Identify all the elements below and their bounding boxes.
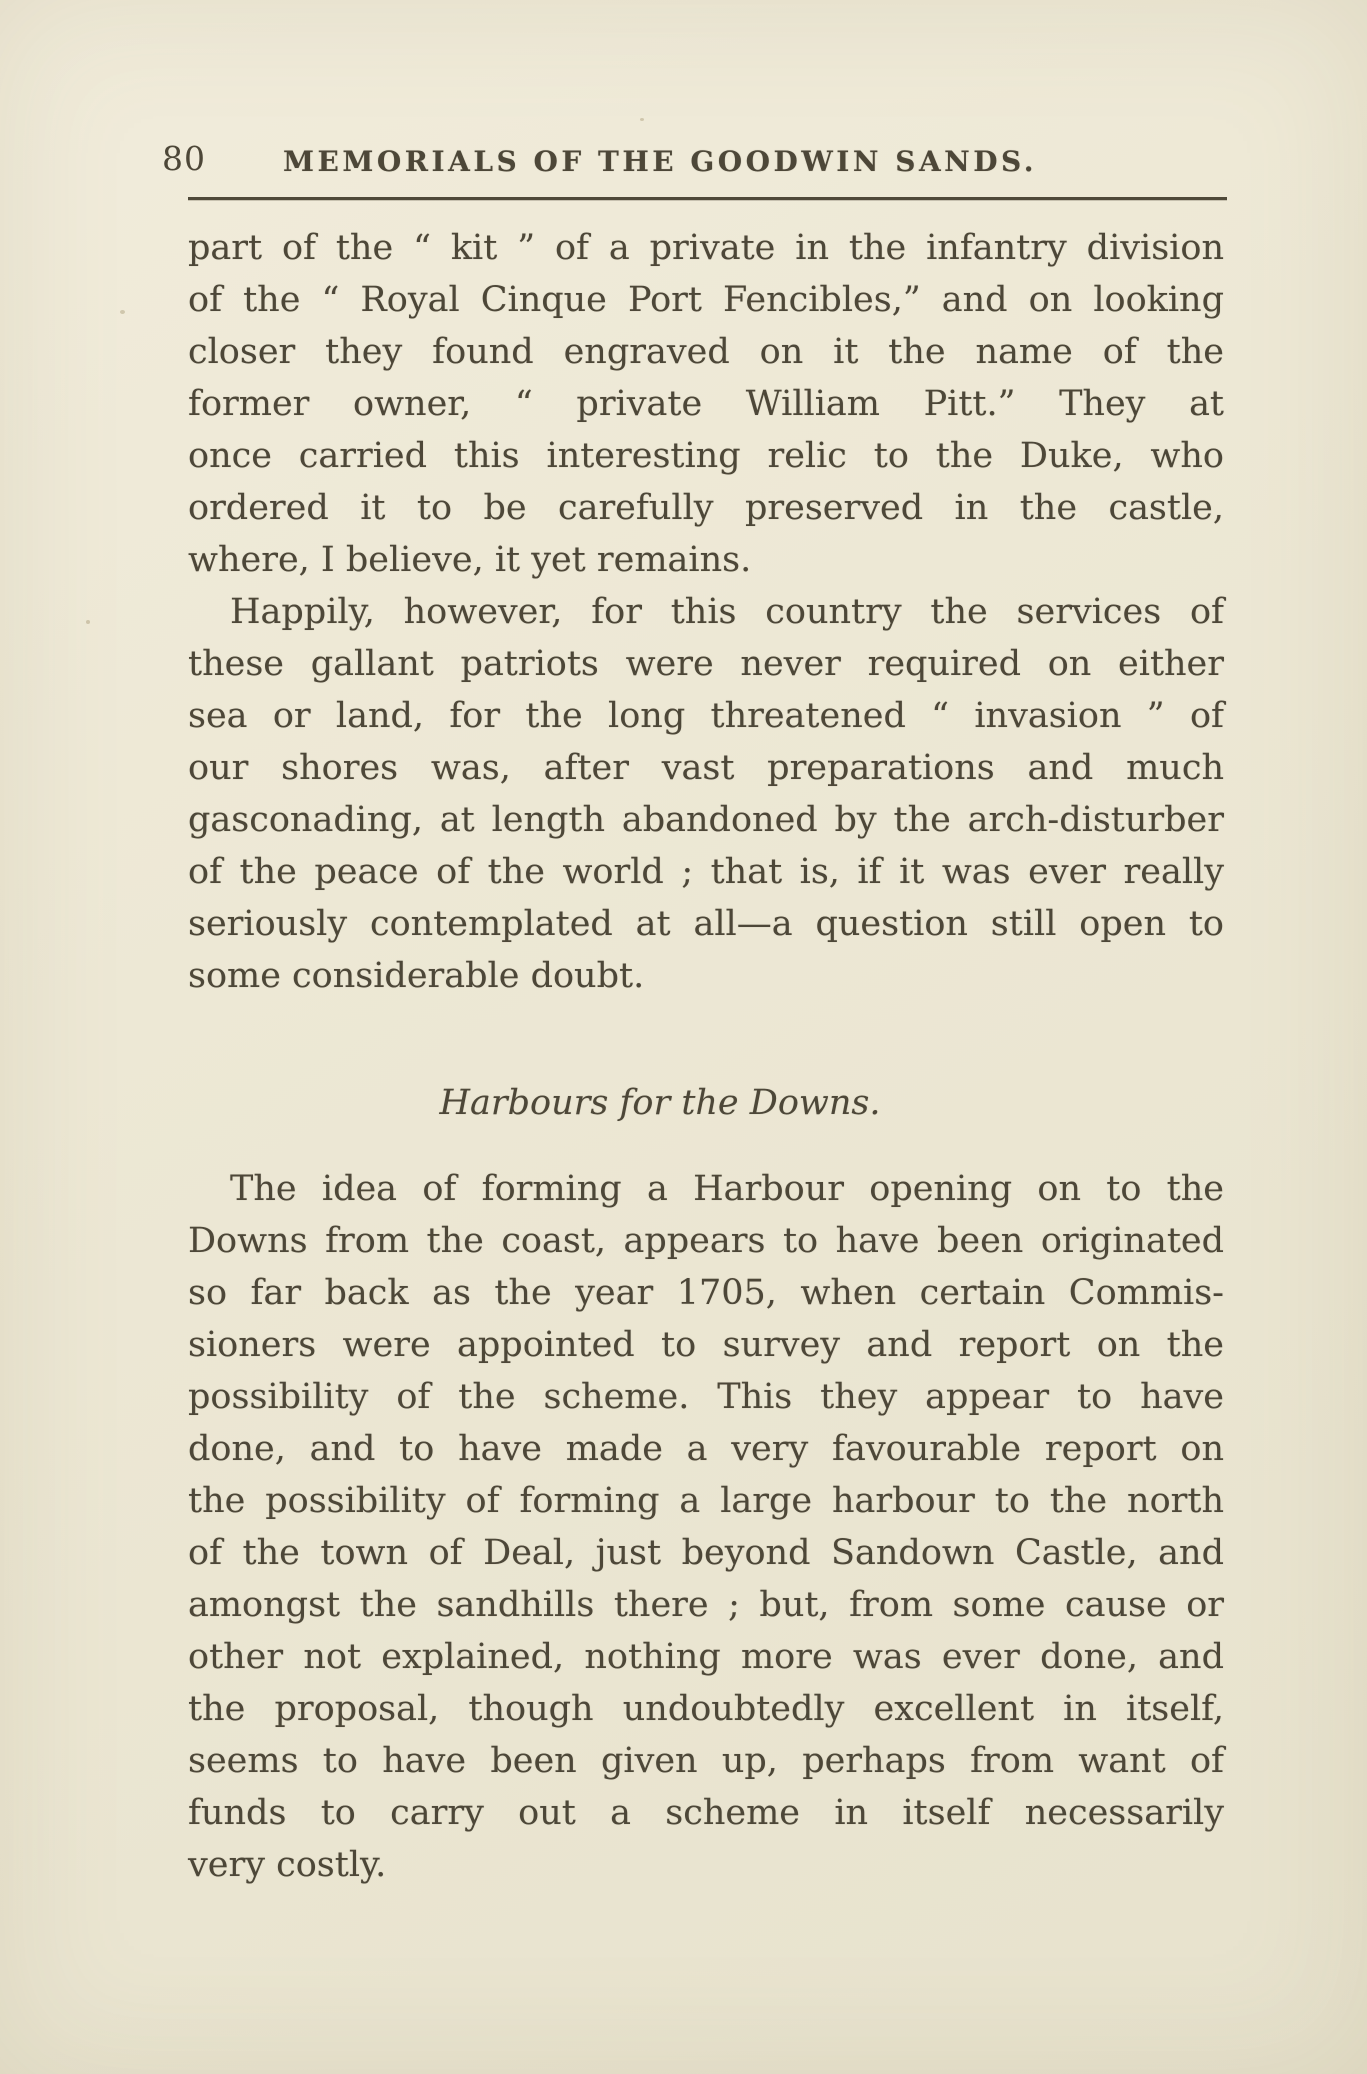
text-line: of the town of Deal, just beyond Sandown Castle, and xyxy=(188,1533,1224,1573)
paragraph xyxy=(188,222,1224,586)
header-rule xyxy=(188,197,1227,200)
text-block xyxy=(188,222,1224,1891)
paragraph xyxy=(188,1163,1224,1891)
text-line: so far back as the year 1705, when certain Commis- xyxy=(188,1273,1224,1313)
text-line: these gallant patriots were never required on either xyxy=(188,644,1224,684)
paragraph xyxy=(188,586,1224,1002)
text-line: sea or land, for the long threatened “ invasion ” of xyxy=(188,696,1224,736)
paper-speck xyxy=(120,310,125,314)
text-line: Downs from the coast, appears to have been originated xyxy=(188,1221,1224,1261)
text-line: gasconading, at length abandoned by the arch-disturber xyxy=(188,800,1224,840)
text-line: of the “ Royal Cinque Port Fencibles,” and on looking xyxy=(188,280,1224,320)
text-line: closer they found engraved on it the name of the xyxy=(188,332,1224,372)
text-line: ordered it to be carefully preserved in the castle, xyxy=(188,488,1224,528)
section-heading: Harbours for the Downs. xyxy=(439,1083,881,1123)
text-line: possibility of the scheme. This they appear to have xyxy=(188,1377,1224,1417)
text-line: funds to carry out a scheme in itself necessarily xyxy=(188,1793,1224,1833)
text-line: very costly. xyxy=(188,1845,387,1885)
text-line: once carried this interesting relic to the Duke, who xyxy=(188,436,1224,476)
text-line: sioners were appointed to survey and report on the xyxy=(188,1325,1224,1365)
page-number: 80 xyxy=(162,139,206,178)
text-line: some considerable doubt. xyxy=(188,956,645,996)
text-line: part of the “ kit ” of a private in the infantry division xyxy=(188,228,1224,268)
text-line: amongst the sandhills there ; but, from some cause or xyxy=(188,1585,1224,1625)
text-line: other not explained, nothing more was ever done, and xyxy=(188,1637,1224,1677)
paper-speck xyxy=(86,620,90,624)
text-line: The idea of forming a Harbour opening on to the xyxy=(230,1169,1224,1209)
text-line: the proposal, though undoubtedly excellent in itself, xyxy=(188,1689,1224,1729)
text-line: our shores was, after vast preparations and much xyxy=(188,748,1224,788)
text-line: former owner, “ private William Pitt.” They at xyxy=(188,384,1224,424)
text-line: where, I believe, it yet remains. xyxy=(188,540,752,580)
text-line: done, and to have made a very favourable report on xyxy=(188,1429,1224,1469)
text-line: of the peace of the world ; that is, if it was ever really xyxy=(188,852,1224,892)
paper-speck xyxy=(640,118,644,121)
text-line: seriously contemplated at all—a question still open to xyxy=(188,904,1224,944)
text-line: the possibility of forming a large harbour to the north xyxy=(188,1481,1224,1521)
running-title: MEMORIALS OF THE GOODWIN SANDS. xyxy=(283,145,1038,178)
text-line: Happily, however, for this country the services of xyxy=(230,592,1224,632)
text-line: seems to have been given up, perhaps from want of xyxy=(188,1741,1224,1781)
